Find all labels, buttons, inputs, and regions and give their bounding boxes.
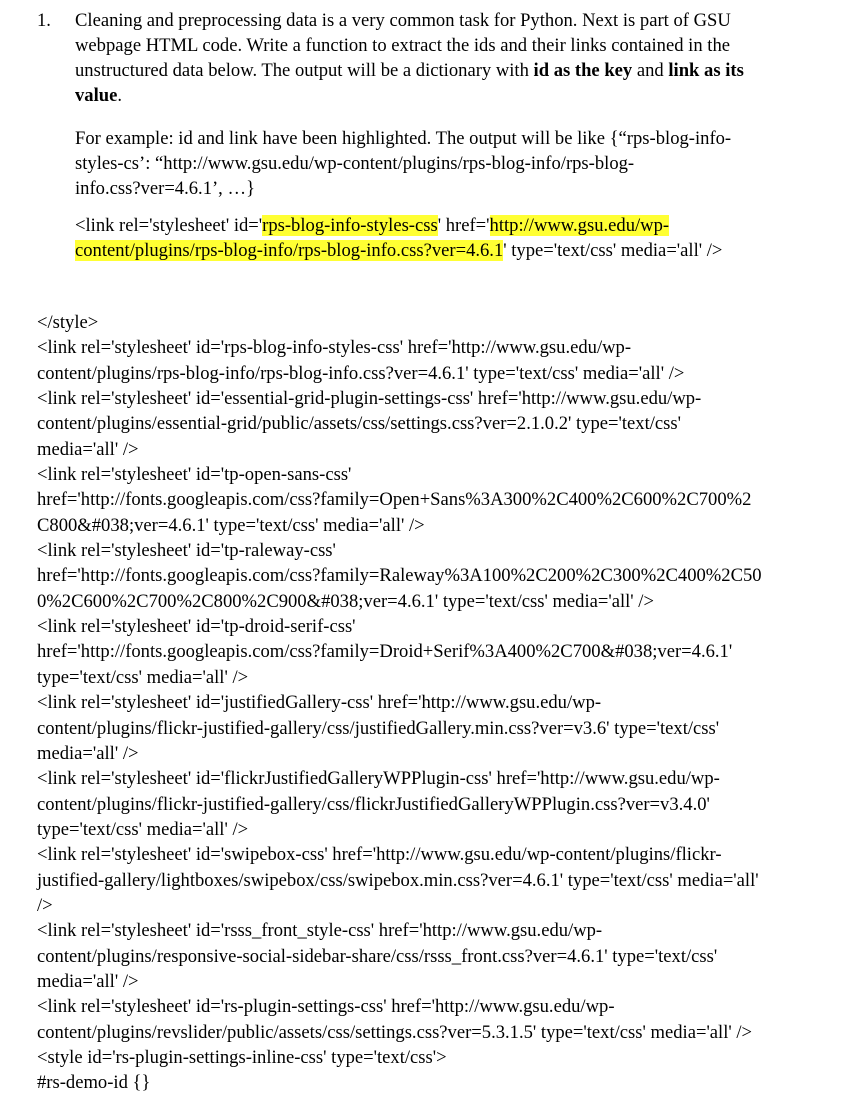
code-line: C800&#038;ver=4.6.1' type='text/css' media='all' /> (37, 514, 425, 536)
code-line: content/plugins/flickr-justified-gallery/css/justifiedGallery.min.css?ver=v3.6' type='text/css' (37, 717, 720, 739)
prompt-text: webpage HTML code. Write a function to extract the ids and their links contained in the (75, 35, 730, 56)
html-code-block (37, 310, 837, 1096)
code-line: <link rel='stylesheet' id='tp-open-sans-css' (37, 464, 352, 486)
code-line: <style id='rs-plugin-settings-inline-css' type='text/css'> (37, 1046, 447, 1068)
prompt-text: and (632, 60, 669, 81)
code-line: href='http://fonts.googleapis.com/css?family=Droid+Serif%3A400%2C700&#038;ver=4.6.1' (37, 641, 733, 663)
example-link-line (75, 238, 722, 263)
code-line: content/plugins/responsive-social-sidebar-share/css/rsss_front.css?ver=4.6.1' type='text/css' (37, 945, 718, 967)
question-number: 1. (37, 10, 51, 31)
prompt-line (75, 58, 744, 83)
prompt-bold-text: id as the key (533, 60, 633, 81)
code-line: justified-gallery/lightboxes/swipebox/css/swipebox.min.css?ver=4.6.1' type='text/css' media='all' (37, 869, 759, 891)
code-line: content/plugins/essential-grid/public/assets/css/settings.css?ver=2.1.0.2' type='text/css' (37, 413, 681, 435)
code-line: href='http://fonts.googleapis.com/css?family=Open+Sans%3A300%2C400%2C600%2C700%2 (37, 489, 752, 511)
code-line: <link rel='stylesheet' id='rs-plugin-settings-css' href='http://www.gsu.edu/wp- (37, 996, 615, 1018)
code-line: #rs-demo-id {} (37, 1072, 151, 1094)
code-line: media='all' /> (37, 438, 139, 460)
code-line: <link rel='stylesheet' id='flickrJustifiedGalleryWPPlugin-css' href='http://www.gsu.edu/wp- (37, 768, 720, 790)
code-line: media='all' /> (37, 742, 139, 764)
prompt-bold-text: value (75, 85, 118, 106)
prompt-line (75, 83, 744, 108)
code-line: /> (37, 894, 53, 916)
prompt-line (75, 8, 744, 33)
highlighted-link: content/plugins/rps-blog-info/rps-blog-info.css?ver=4.6.1 (75, 240, 504, 261)
example-paragraph (75, 126, 731, 201)
prompt-line (75, 33, 744, 58)
code-line: <link rel='stylesheet' id='justifiedGallery-css' href='http://www.gsu.edu/wp- (37, 692, 602, 714)
example-link-tag (75, 213, 722, 263)
prompt-text: Cleaning and preprocessing data is a very common task for Python. Next is part of GSU (75, 10, 731, 31)
code-line: content/plugins/rps-blog-info/rps-blog-info.css?ver=4.6.1' type='text/css' media='all' /> (37, 362, 685, 384)
code-line: <link rel='stylesheet' id='tp-droid-serif-css' (37, 616, 356, 638)
highlighted-id: rps-blog-info-styles-css (262, 215, 438, 236)
code-line: content/plugins/flickr-justified-gallery/css/flickrJustifiedGalleryWPPlugin.css?ver=v3.4.0' (37, 793, 710, 815)
prompt-text: unstructured data below. The output will be a dictionary with (75, 60, 534, 81)
code-line: </style> (37, 312, 99, 333)
code-line: <link rel='stylesheet' id='rsss_front_style-css' href='http://www.gsu.edu/wp- (37, 920, 603, 942)
example-line: For example: id and link have been highlighted. The output will be like {“rps-blog-info- (75, 128, 732, 149)
code-line: <link rel='stylesheet' id='essential-grid-plugin-settings-css' href='http://www.gsu.edu/wp- (37, 388, 702, 410)
code-line: media='all' /> (37, 970, 139, 992)
highlighted-link: http://www.gsu.edu/wp- (489, 215, 670, 236)
code-line: type='text/css' media='all' /> (37, 818, 249, 840)
link-suffix: ' type='text/css' media='all' /> (503, 240, 723, 261)
code-line: <link rel='stylesheet' id='tp-raleway-css' (37, 540, 336, 562)
code-line: <link rel='stylesheet' id='swipebox-css' href='http://www.gsu.edu/wp-content/plugins/flickr- (37, 844, 722, 866)
example-link-line (75, 213, 722, 238)
code-line: 0%2C600%2C700%2C800%2C900&#038;ver=4.6.1' type='text/css' media='all' /> (37, 590, 654, 612)
code-line: type='text/css' media='all' /> (37, 666, 249, 688)
link-middle: ' href=' (437, 215, 490, 236)
code-line: <link rel='stylesheet' id='rps-blog-info-styles-css' href='http://www.gsu.edu/wp- (37, 337, 632, 359)
prompt-bold-text: link as its (668, 60, 744, 81)
example-line: styles-cs’: “http://www.gsu.edu/wp-content/plugins/rps-blog-info/rps-blog- (75, 153, 635, 174)
prompt-text: . (117, 85, 123, 106)
question-prompt (75, 8, 744, 108)
code-line: content/plugins/revslider/public/assets/css/settings.css?ver=5.3.1.5' type='text/css' media='all' /> (37, 1021, 753, 1043)
link-prefix: <link rel='stylesheet' id=' (75, 215, 263, 236)
code-line: href='http://fonts.googleapis.com/css?family=Raleway%3A100%2C200%2C300%2C400%2C50 (37, 565, 762, 587)
example-line: info.css?ver=4.6.1’, …} (75, 178, 255, 199)
